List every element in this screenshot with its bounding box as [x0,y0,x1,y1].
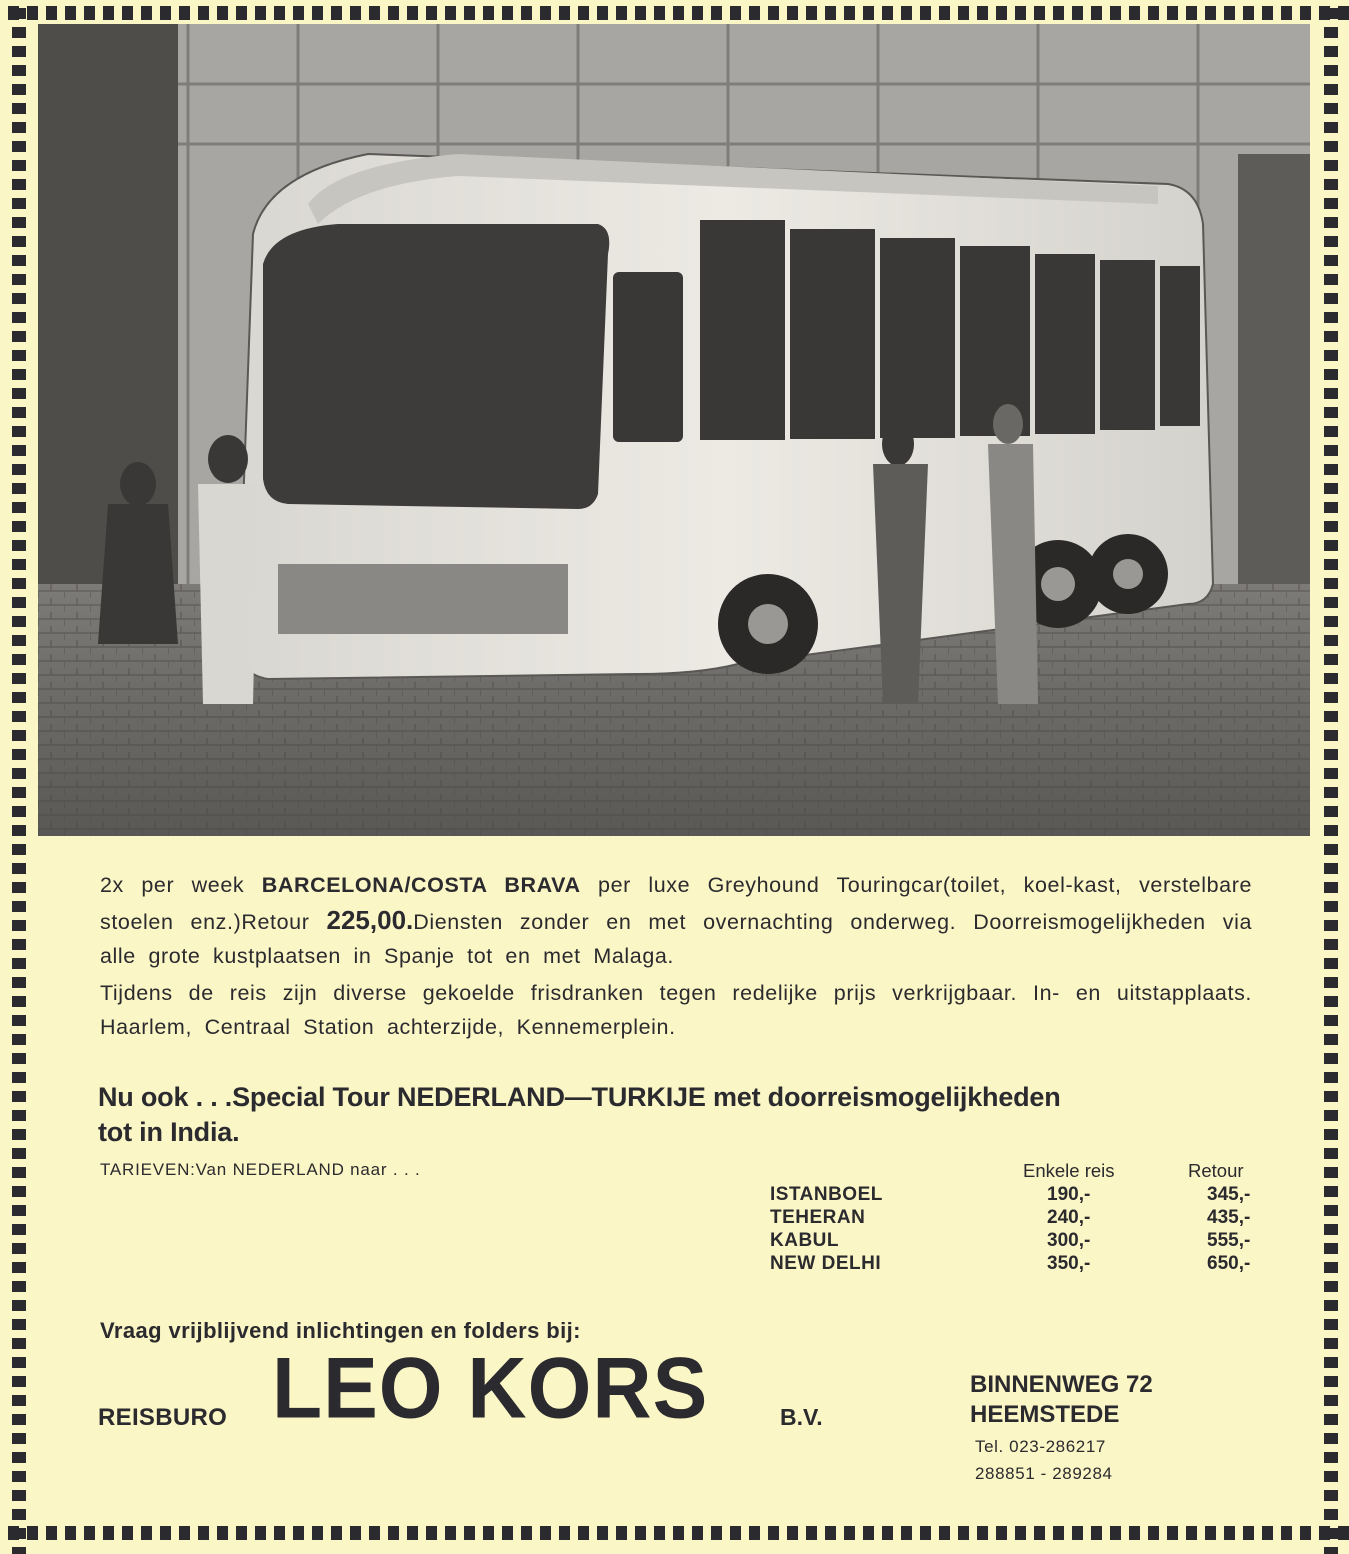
description-paragraph-1 [100,868,1252,974]
rate-row [770,1184,1270,1208]
rate-return: 555,- [1207,1230,1251,1251]
company-suffix: B.V. [780,1404,823,1430]
rate-city: ISTANBOEL [770,1184,883,1205]
dashed-border-bottom [0,1520,1349,1544]
description-paragraph-2: Tijdens de reis zijn diverse gekoelde frisdranken tegen redelijke prijs verkrijgbaar. In- en uitstapplaats. Haarlem, Centraal Station achterzijde, Kennemerplein. [100,980,1252,1039]
rate-city: KABUL [770,1230,839,1251]
rate-single: 350,- [1047,1253,1091,1274]
rate-row [770,1207,1270,1231]
rate-row [770,1253,1270,1277]
description-text: Diensten zonder en met overnachting onderweg. Doorreismogelijkheden via alle grote kustplaatsen in Spanje tot en met Malaga. [100,909,1253,968]
bus-photo-icon [38,24,1310,836]
col-header-return: Retour [1188,1160,1244,1181]
rate-single: 300,- [1047,1230,1091,1251]
rate-city: NEW DELHI [770,1253,882,1274]
rates-label: TARIEVEN:Van NEDERLAND naar . . . [100,1160,421,1179]
rate-city: TEHERAN [770,1207,866,1228]
destination-text: BARCELONA/COSTA BRAVA [261,873,581,897]
phone-line-1: Tel. 023-286217 [975,1437,1106,1456]
description-text: per luxe Greyhound Touringcar(toilet, koel-kast, verstelbare stoelen enz.)Retour [100,873,1253,934]
return-price: 225,00. [326,904,414,935]
description [100,868,1252,1045]
address-street: BINNENWEG 72 [970,1371,1153,1398]
company-prefix: REISBURO [98,1404,228,1431]
rate-return: 650,- [1207,1253,1251,1274]
company-address [970,1370,1153,1430]
dashed-border-left [0,0,30,1554]
contact-intro: Vraag vrijblijvend inlichtingen en folders bij: [100,1318,581,1343]
address-city: HEEMSTEDE [970,1401,1120,1428]
rate-return: 345,- [1207,1184,1251,1205]
company-phone [975,1433,1113,1487]
rate-return: 435,- [1207,1207,1251,1228]
bus-photo [38,24,1310,836]
col-header-single: Enkele reis [1023,1160,1115,1181]
dashed-border-top [0,0,1349,24]
headline-line-2: tot in India. [98,1117,240,1147]
company-logo: LEO KORS [272,1340,709,1437]
rate-single: 240,- [1047,1207,1091,1228]
dashed-border-right [1316,0,1346,1554]
special-tour-headline [98,1080,1258,1150]
phone-line-2: 288851 - 289284 [975,1464,1113,1483]
rate-row [770,1230,1270,1254]
headline-line-1: Nu ook . . .Special Tour NEDERLAND—TURKIJE met doorreismogelijkheden [98,1082,1061,1112]
description-text: 2x per week [100,873,262,897]
rate-single: 190,- [1047,1184,1091,1205]
